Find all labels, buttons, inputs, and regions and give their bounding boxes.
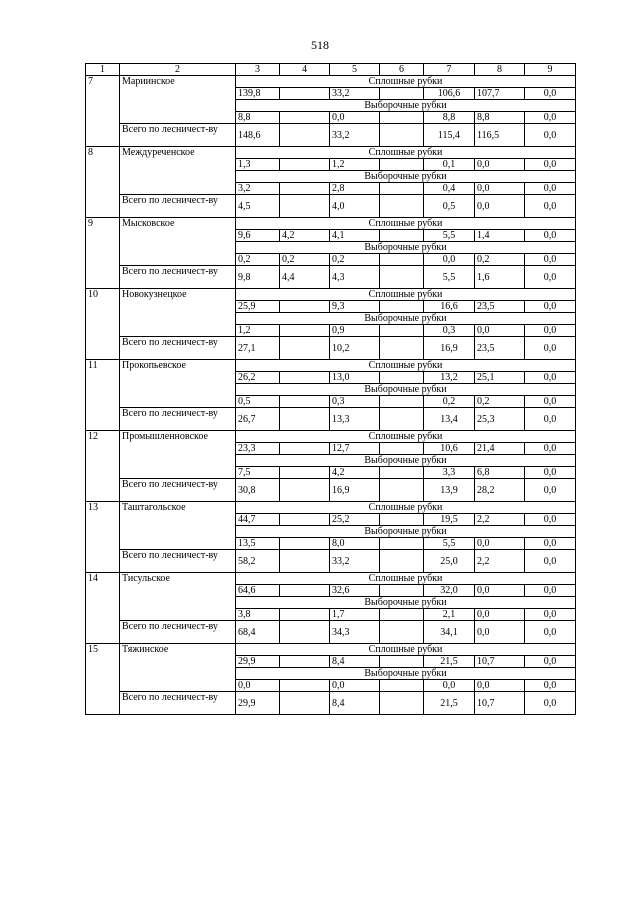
forestry-name: Мысковское xyxy=(120,218,236,266)
value-cell: 0,5 xyxy=(424,195,475,218)
value-cell: 3,2 xyxy=(236,183,280,195)
value-cell: 0,0 xyxy=(525,372,576,384)
value-cell: 21,5 xyxy=(424,692,475,715)
col-header: 1 xyxy=(86,64,120,76)
total-label: Всего по лесничест-ву xyxy=(120,479,236,502)
value-cell: 26,2 xyxy=(236,372,280,384)
value-cell: 0,0 xyxy=(424,254,475,266)
clear-cutting-label: Сплошные рубки xyxy=(236,360,576,372)
value-cell xyxy=(280,585,330,597)
forestry-name: Мариинское xyxy=(120,76,236,124)
value-cell: 23,5 xyxy=(475,301,525,313)
forestry-number: 13 xyxy=(86,502,120,573)
value-cell: 115,4 xyxy=(424,124,475,147)
selective-cutting-label: Выборочные рубки xyxy=(236,242,576,254)
value-cell xyxy=(280,692,330,715)
value-cell: 0,0 xyxy=(475,325,525,337)
value-cell xyxy=(280,479,330,502)
value-cell xyxy=(380,301,424,313)
forestry-number: 12 xyxy=(86,431,120,502)
value-cell: 4,0 xyxy=(330,195,380,218)
value-cell: 33,2 xyxy=(330,124,380,147)
clear-cutting-label: Сплошные рубки xyxy=(236,76,576,88)
value-cell xyxy=(380,88,424,100)
value-cell: 0,0 xyxy=(525,159,576,171)
value-cell xyxy=(380,609,424,621)
value-cell: 5,5 xyxy=(424,230,475,242)
forestry-name-row xyxy=(86,573,576,585)
col-header: 9 xyxy=(525,64,576,76)
value-cell: 10,7 xyxy=(475,656,525,668)
forestry-total-row xyxy=(86,124,576,147)
value-cell xyxy=(380,396,424,408)
col-header: 8 xyxy=(475,64,525,76)
value-cell xyxy=(380,538,424,550)
value-cell: 0,0 xyxy=(525,692,576,715)
forestry-name-row xyxy=(86,502,576,514)
value-cell: 0,0 xyxy=(525,396,576,408)
value-cell xyxy=(380,183,424,195)
value-cell: 33,2 xyxy=(330,88,380,100)
col-header: 5 xyxy=(330,64,380,76)
value-cell: 0,0 xyxy=(525,301,576,313)
value-cell: 4,5 xyxy=(236,195,280,218)
value-cell: 29,9 xyxy=(236,656,280,668)
value-cell: 13,3 xyxy=(330,408,380,431)
value-cell: 21,5 xyxy=(424,656,475,668)
value-cell: 4,2 xyxy=(280,230,330,242)
value-cell: 29,9 xyxy=(236,692,280,715)
value-cell: 0,2 xyxy=(475,254,525,266)
page-number: 518 xyxy=(311,38,329,52)
value-cell: 0,0 xyxy=(525,337,576,360)
value-cell xyxy=(380,254,424,266)
value-cell: 25,0 xyxy=(424,550,475,573)
value-cell: 0,3 xyxy=(424,325,475,337)
forestry-name-row xyxy=(86,289,576,301)
value-cell: 0,0 xyxy=(330,112,380,124)
value-cell xyxy=(380,112,424,124)
value-cell xyxy=(280,124,330,147)
value-cell: 0,0 xyxy=(525,88,576,100)
total-label: Всего по лесничест-ву xyxy=(120,621,236,644)
value-cell xyxy=(380,550,424,573)
value-cell: 1,4 xyxy=(475,230,525,242)
forestry-name: Таштагольское xyxy=(120,502,236,550)
total-label: Всего по лесничест-ву xyxy=(120,692,236,715)
value-cell: 8,4 xyxy=(330,656,380,668)
value-cell xyxy=(280,183,330,195)
forestry-total-row xyxy=(86,621,576,644)
value-cell xyxy=(380,514,424,526)
value-cell: 0,0 xyxy=(525,230,576,242)
value-cell xyxy=(280,550,330,573)
value-cell: 0,0 xyxy=(525,195,576,218)
total-label: Всего по лесничест-ву xyxy=(120,266,236,289)
value-cell: 0,0 xyxy=(475,195,525,218)
value-cell: 0,0 xyxy=(424,680,475,692)
selective-cutting-label: Выборочные рубки xyxy=(236,313,576,325)
value-cell: 10,2 xyxy=(330,337,380,360)
selective-cutting-label: Выборочные рубки xyxy=(236,597,576,609)
value-cell xyxy=(280,396,330,408)
forestry-number: 11 xyxy=(86,360,120,431)
value-cell xyxy=(380,266,424,289)
value-cell: 0,2 xyxy=(280,254,330,266)
value-cell: 10,7 xyxy=(475,692,525,715)
value-cell: 0,0 xyxy=(525,656,576,668)
value-cell xyxy=(280,195,330,218)
value-cell: 9,8 xyxy=(236,266,280,289)
value-cell: 58,2 xyxy=(236,550,280,573)
value-cell xyxy=(380,230,424,242)
value-cell: 0,0 xyxy=(525,680,576,692)
forestry-total-row xyxy=(86,550,576,573)
value-cell xyxy=(280,680,330,692)
value-cell xyxy=(380,467,424,479)
value-cell: 8,0 xyxy=(330,538,380,550)
value-cell xyxy=(280,112,330,124)
total-label: Всего по лесничест-ву xyxy=(120,408,236,431)
forestry-name: Тисульское xyxy=(120,573,236,621)
value-cell: 0,0 xyxy=(525,254,576,266)
value-cell: 139,8 xyxy=(236,88,280,100)
value-cell: 0,0 xyxy=(525,467,576,479)
value-cell: 0,0 xyxy=(525,621,576,644)
forestry-total-row xyxy=(86,337,576,360)
value-cell: 0,0 xyxy=(525,609,576,621)
value-cell xyxy=(280,609,330,621)
value-cell xyxy=(280,538,330,550)
value-cell: 3,3 xyxy=(424,467,475,479)
value-cell: 13,5 xyxy=(236,538,280,550)
value-cell: 0,0 xyxy=(525,325,576,337)
forestry-name-row xyxy=(86,360,576,372)
forestry-name: Промышленновское xyxy=(120,431,236,479)
forestry-name-row xyxy=(86,147,576,159)
value-cell: 30,8 xyxy=(236,479,280,502)
col-header: 3 xyxy=(236,64,280,76)
value-cell: 4,1 xyxy=(330,230,380,242)
value-cell: 8,4 xyxy=(330,692,380,715)
value-cell: 6,8 xyxy=(475,467,525,479)
forestry-number: 14 xyxy=(86,573,120,644)
col-header: 2 xyxy=(120,64,236,76)
value-cell xyxy=(280,443,330,455)
value-cell xyxy=(280,301,330,313)
value-cell: 8,8 xyxy=(424,112,475,124)
forestry-number: 9 xyxy=(86,218,120,289)
value-cell xyxy=(280,408,330,431)
value-cell: 1,2 xyxy=(330,159,380,171)
value-cell: 0,0 xyxy=(475,680,525,692)
value-cell xyxy=(380,195,424,218)
value-cell: 0,0 xyxy=(525,183,576,195)
value-cell: 0,1 xyxy=(424,159,475,171)
value-cell xyxy=(380,443,424,455)
value-cell: 1,3 xyxy=(236,159,280,171)
forestry-name: Междуреченское xyxy=(120,147,236,195)
value-cell: 26,7 xyxy=(236,408,280,431)
value-cell: 0,0 xyxy=(475,585,525,597)
value-cell xyxy=(380,585,424,597)
value-cell: 19,5 xyxy=(424,514,475,526)
value-cell: 16,6 xyxy=(424,301,475,313)
forestry-name: Тяжинское xyxy=(120,644,236,692)
value-cell xyxy=(380,680,424,692)
value-cell: 25,1 xyxy=(475,372,525,384)
value-cell: 12,7 xyxy=(330,443,380,455)
value-cell: 64,6 xyxy=(236,585,280,597)
value-cell: 10,6 xyxy=(424,443,475,455)
value-cell: 0,0 xyxy=(525,514,576,526)
value-cell xyxy=(280,514,330,526)
value-cell: 34,3 xyxy=(330,621,380,644)
value-cell: 34,1 xyxy=(424,621,475,644)
forestry-total-row xyxy=(86,195,576,218)
total-label: Всего по лесничест-ву xyxy=(120,337,236,360)
value-cell: 3,8 xyxy=(236,609,280,621)
value-cell: 23,3 xyxy=(236,443,280,455)
forestry-name: Новокузнецкое xyxy=(120,289,236,337)
value-cell: 0,2 xyxy=(236,254,280,266)
value-cell: 33,2 xyxy=(330,550,380,573)
value-cell: 0,0 xyxy=(525,538,576,550)
forestry-number: 7 xyxy=(86,76,120,147)
forestry-number: 15 xyxy=(86,644,120,715)
value-cell: 0,0 xyxy=(525,479,576,502)
value-cell: 13,4 xyxy=(424,408,475,431)
value-cell xyxy=(380,692,424,715)
value-cell: 16,9 xyxy=(330,479,380,502)
value-cell xyxy=(280,88,330,100)
value-cell: 0,0 xyxy=(525,408,576,431)
value-cell xyxy=(380,372,424,384)
value-cell: 13,9 xyxy=(424,479,475,502)
value-cell xyxy=(280,159,330,171)
forestry-name-row xyxy=(86,431,576,443)
value-cell xyxy=(380,408,424,431)
value-cell: 0,0 xyxy=(475,621,525,644)
value-cell: 25,3 xyxy=(475,408,525,431)
value-cell: 21,4 xyxy=(475,443,525,455)
value-cell: 5,5 xyxy=(424,266,475,289)
value-cell: 4,3 xyxy=(330,266,380,289)
value-cell: 0,9 xyxy=(330,325,380,337)
value-cell xyxy=(380,325,424,337)
value-cell: 16,9 xyxy=(424,337,475,360)
value-cell: 68,4 xyxy=(236,621,280,644)
value-cell xyxy=(380,124,424,147)
value-cell xyxy=(380,656,424,668)
col-header: 4 xyxy=(280,64,330,76)
value-cell: 0,0 xyxy=(475,538,525,550)
value-cell: 2,8 xyxy=(330,183,380,195)
value-cell: 9,3 xyxy=(330,301,380,313)
value-cell: 0,2 xyxy=(424,396,475,408)
clear-cutting-label: Сплошные рубки xyxy=(236,147,576,159)
value-cell: 148,6 xyxy=(236,124,280,147)
clear-cutting-label: Сплошные рубки xyxy=(236,502,576,514)
value-cell: 0,0 xyxy=(525,266,576,289)
value-cell: 4,2 xyxy=(330,467,380,479)
col-header: 7 xyxy=(424,64,475,76)
value-cell xyxy=(380,159,424,171)
value-cell: 0,0 xyxy=(525,550,576,573)
value-cell: 23,5 xyxy=(475,337,525,360)
value-cell: 0,0 xyxy=(525,112,576,124)
total-label: Всего по лесничест-ву xyxy=(120,124,236,147)
clear-cutting-label: Сплошные рубки xyxy=(236,218,576,230)
value-cell xyxy=(280,372,330,384)
value-cell: 107,7 xyxy=(475,88,525,100)
value-cell: 25,9 xyxy=(236,301,280,313)
value-cell: 0,5 xyxy=(236,396,280,408)
total-label: Всего по лесничест-ву xyxy=(120,195,236,218)
selective-cutting-label: Выборочные рубки xyxy=(236,455,576,467)
value-cell: 0,0 xyxy=(525,443,576,455)
forestry-total-row xyxy=(86,266,576,289)
value-cell xyxy=(280,621,330,644)
value-cell: 7,5 xyxy=(236,467,280,479)
value-cell: 2,2 xyxy=(475,514,525,526)
value-cell: 0,2 xyxy=(330,254,380,266)
value-cell: 4,4 xyxy=(280,266,330,289)
value-cell: 1,7 xyxy=(330,609,380,621)
forestry-name-row xyxy=(86,76,576,88)
col-header: 6 xyxy=(380,64,424,76)
value-cell: 5,5 xyxy=(424,538,475,550)
forestry-name-row xyxy=(86,218,576,230)
selective-cutting-label: Выборочные рубки xyxy=(236,100,576,112)
forestry-total-row xyxy=(86,479,576,502)
forestry-table xyxy=(85,63,576,715)
value-cell xyxy=(280,467,330,479)
value-cell: 2,2 xyxy=(475,550,525,573)
value-cell: 0,0 xyxy=(475,609,525,621)
value-cell: 13,0 xyxy=(330,372,380,384)
forestry-name-row xyxy=(86,644,576,656)
clear-cutting-label: Сплошные рубки xyxy=(236,431,576,443)
value-cell: 106,6 xyxy=(424,88,475,100)
value-cell: 0,0 xyxy=(236,680,280,692)
value-cell: 1,6 xyxy=(475,266,525,289)
value-cell: 1,2 xyxy=(236,325,280,337)
value-cell: 32,0 xyxy=(424,585,475,597)
column-number-row xyxy=(86,64,576,76)
value-cell: 0,0 xyxy=(525,124,576,147)
forestry-number: 8 xyxy=(86,147,120,218)
value-cell xyxy=(280,656,330,668)
value-cell: 0,0 xyxy=(330,680,380,692)
value-cell: 8,8 xyxy=(236,112,280,124)
value-cell: 116,5 xyxy=(475,124,525,147)
value-cell: 25,2 xyxy=(330,514,380,526)
clear-cutting-label: Сплошные рубки xyxy=(236,644,576,656)
forestry-total-row xyxy=(86,692,576,715)
clear-cutting-label: Сплошные рубки xyxy=(236,289,576,301)
clear-cutting-label: Сплошные рубки xyxy=(236,573,576,585)
value-cell: 0,2 xyxy=(475,396,525,408)
value-cell: 27,1 xyxy=(236,337,280,360)
forestry-number: 10 xyxy=(86,289,120,360)
value-cell: 8,8 xyxy=(475,112,525,124)
value-cell xyxy=(280,337,330,360)
value-cell: 44,7 xyxy=(236,514,280,526)
selective-cutting-label: Выборочные рубки xyxy=(236,384,576,396)
value-cell: 0,0 xyxy=(475,159,525,171)
value-cell: 28,2 xyxy=(475,479,525,502)
value-cell: 0,3 xyxy=(330,396,380,408)
forestry-name: Прокопьевское xyxy=(120,360,236,408)
value-cell: 0,0 xyxy=(525,585,576,597)
value-cell xyxy=(380,337,424,360)
value-cell xyxy=(280,325,330,337)
value-cell xyxy=(380,621,424,644)
selective-cutting-label: Выборочные рубки xyxy=(236,171,576,183)
value-cell: 32,6 xyxy=(330,585,380,597)
value-cell: 9,6 xyxy=(236,230,280,242)
selective-cutting-label: Выборочные рубки xyxy=(236,526,576,538)
value-cell: 13,2 xyxy=(424,372,475,384)
value-cell: 2,1 xyxy=(424,609,475,621)
forestry-total-row xyxy=(86,408,576,431)
value-cell: 0,4 xyxy=(424,183,475,195)
total-label: Всего по лесничест-ву xyxy=(120,550,236,573)
selective-cutting-label: Выборочные рубки xyxy=(236,668,576,680)
value-cell xyxy=(380,479,424,502)
value-cell: 0,0 xyxy=(475,183,525,195)
